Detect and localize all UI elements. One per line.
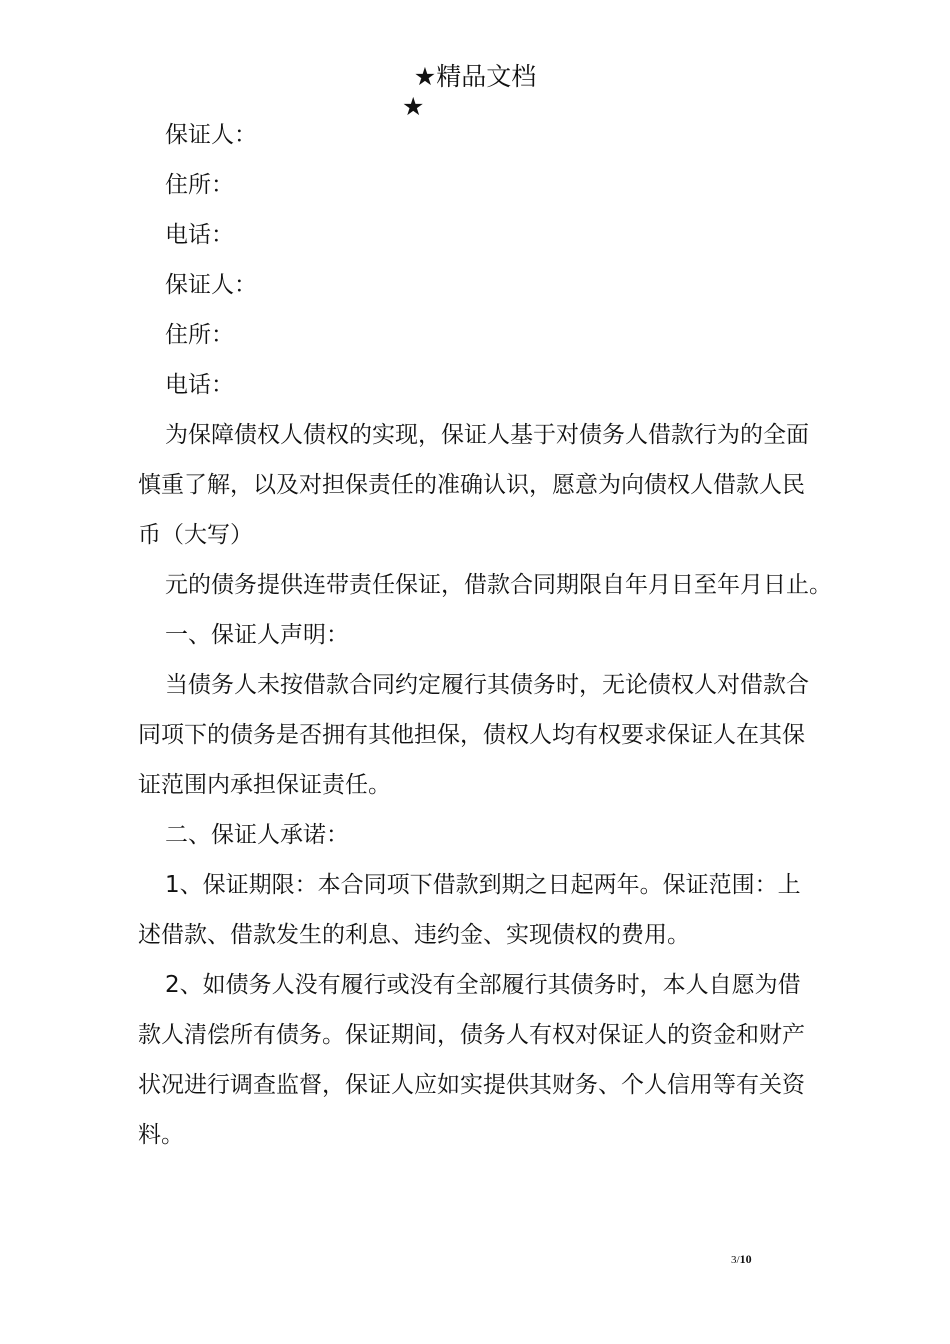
page-number xyxy=(731,1252,752,1267)
paragraph-line: 述借款、借款发生的利息、违约金、实现债权的费用。 xyxy=(138,922,690,948)
page-current: 3/ xyxy=(731,1254,740,1266)
paragraph-line: 料。 xyxy=(138,1122,184,1148)
paragraph-line: 同项下的债务是否拥有其他担保，债权人均有权要求保证人在其保 xyxy=(138,722,805,748)
guarantor-label-1: 保证人： xyxy=(165,122,257,148)
paragraph-line: 2、如债务人没有履行或没有全部履行其债务时，本人自愿为借 xyxy=(165,972,801,998)
address-label-2: 住所： xyxy=(165,322,234,348)
page-total: 10 xyxy=(739,1252,752,1266)
header-star: ★ xyxy=(402,92,425,121)
paragraph-line: 当债务人未按借款合同约定履行其债务时，无论债权人对借款合 xyxy=(165,672,809,698)
paragraph-line: 元的债务提供连带责任保证，借款合同期限自年月日至年月日止。 xyxy=(165,572,832,598)
paragraph-line: 慎重了解，以及对担保责任的准确认识，愿意为向债权人借款人民 xyxy=(138,472,805,498)
paragraph-line: 为保障债权人债权的实现，保证人基于对债务人借款行为的全面 xyxy=(165,422,809,448)
paragraph-line: 状况进行调查监督，保证人应如实提供其财务、个人信用等有关资 xyxy=(138,1072,805,1098)
phone-label-1: 电话： xyxy=(165,222,234,248)
section-heading: 二、保证人承诺： xyxy=(165,822,349,848)
paragraph-line: 币（大写） xyxy=(138,522,253,548)
address-label-1: 住所： xyxy=(165,172,234,198)
section-heading: 一、保证人声明： xyxy=(165,622,349,648)
paragraph-line: 1、保证期限：本合同项下借款到期之日起两年。保证范围：上 xyxy=(165,872,801,898)
paragraph-line: 款人清偿所有债务。保证期间，债务人有权对保证人的资金和财产 xyxy=(138,1022,805,1048)
phone-label-2: 电话： xyxy=(165,372,234,398)
guarantor-label-2: 保证人： xyxy=(165,272,257,298)
document-header xyxy=(0,62,950,122)
header-title: ★精品文档 xyxy=(413,62,537,91)
paragraph-line: 证范围内承担保证责任。 xyxy=(138,772,391,798)
